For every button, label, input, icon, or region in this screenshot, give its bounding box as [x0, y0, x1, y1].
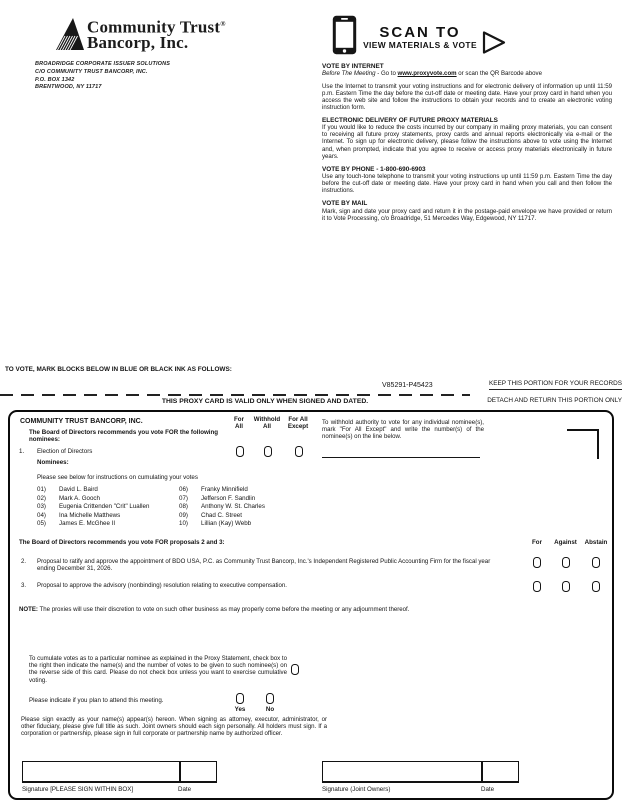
mark-instruction: TO VOTE, MARK BLOCKS BELOW IN BLUE OR BLACK INK AS FOLLOWS:: [5, 366, 232, 373]
vote-mail-heading: VOTE BY MAIL: [322, 200, 368, 208]
company-logo-text: [87, 17, 226, 50]
nominee-num: 02): [37, 494, 46, 502]
checkbox-withhold-all[interactable]: [264, 446, 272, 457]
nominee-name: Franky Minnifield: [201, 486, 248, 493]
withhold-instruction: To withhold authority to vote for any individual nominee(s), mark "For All Except" and write the number(s) of the nominee(s) on the line below.: [322, 419, 484, 441]
recommend-nominees-text: The Board of Directors recommends you vote FOR the following nominees:: [29, 429, 219, 444]
corner-registration-mark: [567, 429, 599, 459]
withhold-writein-line[interactable]: [322, 456, 480, 458]
no-label: No: [265, 706, 275, 713]
signature-box-primary[interactable]: [22, 761, 217, 783]
attend-question: Please indicate if you plan to attend this meeting.: [29, 697, 164, 704]
sender-line: BRENTWOOD, NY 11717: [35, 84, 102, 91]
scan-to-banner: [362, 25, 478, 50]
nominee-name: James E. McGhee II: [59, 520, 116, 527]
logo-line2: Bancorp, Inc.: [87, 32, 189, 52]
voting-instructions: [322, 63, 612, 222]
sender-address: [35, 61, 170, 92]
proposal1-number: 1.: [19, 448, 25, 455]
sender-line: C/O COMMUNITY TRUST BANCORP, INC.: [35, 68, 148, 75]
col-label: All: [263, 422, 271, 430]
scan-to-title: SCAN TO: [379, 24, 461, 41]
proposal2-number: 2.: [21, 558, 27, 565]
control-number: V85291-P45423: [382, 382, 433, 389]
nominee-num: 01): [37, 486, 46, 493]
electronic-delivery-body: If you would like to reduce the costs incurred by our company in mailing proxy materials, you can consent to receiving all future proxy statements, proxy cards and annual reports electronically via e-mail or the Internet. To sign up for electronic delivery, please follow the instructions above to vote using the Internet and, when prompted, indicate that you agree to receive or access proxy materials electronically in future years.: [322, 124, 612, 160]
vote-mail-body: Mark, sign and date your proxy card and return it in the postage-paid envelope we have provided or return it to Vote Processing, c/o Broadridge, 51 Mercedes Way, Edgewood, NY 11717.: [322, 207, 612, 222]
vote-phone-heading: VOTE BY PHONE - 1-800-690-6903: [322, 165, 426, 173]
nominees-label: Nominees:: [37, 459, 69, 466]
signature-primary-label: Signature [PLEASE SIGN WITHIN BOX]: [22, 786, 134, 793]
scan-to-subtitle: VIEW MATERIALS & VOTE: [363, 40, 477, 50]
proposal3-number: 3.: [21, 582, 27, 589]
sender-line: P.O. BOX 1342: [35, 76, 75, 83]
valid-note: THIS PROXY CARD IS VALID ONLY WHEN SIGNED AND DATED.: [161, 398, 369, 405]
date-label: Date: [481, 786, 495, 793]
sender-line: BROADRIDGE CORPORATE ISSUER SOLUTIONS: [35, 61, 171, 67]
company-logo-icon: [56, 18, 84, 50]
checkbox-cumulate[interactable]: [291, 664, 299, 675]
nominee-num: 04): [37, 511, 46, 519]
registered-mark: ®: [220, 20, 226, 28]
note-body: The proxies will use their discretion to vote on such other business as may properly come before the meeting or any adjournment thereof.: [37, 606, 410, 613]
checkbox-for-all[interactable]: [236, 446, 244, 457]
col-label: Withhold: [253, 416, 281, 423]
vote-internet-body: Use the Internet to transmit your voting instructions and for electronic delivery of information up until 11:59 p.m. Eastern Time the day before the cut-off date or meeting date. Have your proxy card in hand when you access the web site and follow the instructions to obtain your records and to create an electronic voting instruction form.: [322, 82, 612, 111]
vote-internet-lead: [322, 70, 612, 77]
col-label: All: [235, 422, 243, 430]
signature-joint-label: Signature (Joint Owners): [322, 786, 391, 793]
keep-portion-note: KEEP THIS PORTION FOR YOUR RECORDS: [489, 380, 622, 390]
nominee-num: 07): [179, 494, 188, 502]
signature-date-divider: [481, 762, 483, 781]
checkbox-p3-against[interactable]: [562, 581, 570, 592]
nominee-num: 08): [179, 503, 188, 510]
logo-line1: Community Trust: [87, 17, 221, 37]
col-abstain: Abstain: [584, 539, 608, 546]
checkbox-attend-no[interactable]: [266, 693, 274, 704]
before-meeting-label: Before The Meeting: [322, 70, 376, 78]
go-to-text: - Go to: [375, 70, 398, 78]
sign-instruction: Please sign exactly as your name(s) appear(s) hereon. When signing as attorney, executor, administrator, or other fiduciary, please give full title as such. Joint owners should each sign personally. All holders must sign. If a corporation or partnership, please sign in full corporate or partnership name by authorized officer.: [21, 716, 327, 738]
nominee-name: Anthony W. St. Charles: [201, 503, 265, 510]
nominee-num: 06): [179, 486, 188, 493]
signature-date-divider: [179, 762, 181, 781]
checkbox-p3-abstain[interactable]: [592, 581, 600, 592]
col-for-all-except: [280, 417, 316, 431]
cumulate-instruction: To cumulate votes as to a particular nominee as explained in the Proxy Statement, check box to the right then indicate the name(s) and the number of votes to be given to such nominee(s) on the reverse side of this card. Please do not check box unless you want to exercise cumulative voting.: [29, 655, 287, 684]
signature-box-joint[interactable]: [322, 761, 519, 783]
detach-portion-note: DETACH AND RETURN THIS PORTION ONLY: [487, 397, 622, 404]
nominee-name: Chad C. Street: [201, 511, 242, 519]
proposal3-text: Proposal to approve the advisory (nonbinding) resolution relating to executive compensation.: [37, 582, 287, 589]
col-label: For: [234, 416, 244, 423]
electronic-delivery-heading: ELECTRONIC DELIVERY OF FUTURE PROXY MATERIALS: [322, 116, 498, 124]
col-label: Except: [287, 422, 309, 430]
col-for: For: [532, 539, 542, 546]
proposal1-label: Election of Directors: [37, 448, 93, 455]
col-label: For All: [288, 416, 308, 423]
vote-internet-heading: VOTE BY INTERNET: [322, 63, 384, 70]
nominee-num: 09): [179, 511, 188, 519]
proxy-ballot-card: [8, 410, 614, 800]
yes-label: Yes: [234, 706, 246, 713]
checkbox-p3-for[interactable]: [533, 581, 541, 592]
nominee-name: Lillian (Kay) Webb: [201, 520, 252, 527]
card-company-title: COMMUNITY TRUST BANCORP, INC.: [20, 418, 143, 425]
nominee-name: Ina Michelle Matthews: [59, 511, 121, 519]
date-label: Date: [178, 786, 192, 793]
checkbox-p2-against[interactable]: [562, 557, 570, 568]
col-against: Against: [554, 539, 577, 546]
note-label: NOTE:: [19, 606, 38, 613]
nominee-name: Mark A. Gooch: [59, 494, 100, 502]
checkbox-p2-for[interactable]: [533, 557, 541, 568]
note-text: [19, 606, 549, 613]
perforation-line: [0, 394, 470, 396]
recommend-proposals-text: The Board of Directors recommends you vote FOR proposals 2 and 3:: [19, 539, 225, 546]
vote-phone-body: Use any touch-tone telephone to transmit your voting instructions up until 11:59 p.m. Eastern Time the day before the cut-off date or meeting date. Have your proxy card in hand when you call and then follow the instructions.: [322, 173, 612, 195]
after-link-text: or scan the QR Barcode above: [456, 70, 542, 78]
proxyvote-link[interactable]: www.proxyvote.com: [397, 70, 457, 78]
checkbox-for-all-except[interactable]: [295, 446, 303, 457]
nominee-name: David L. Baird: [59, 486, 98, 493]
checkbox-p2-abstain[interactable]: [592, 557, 600, 568]
nominees-list: [37, 486, 437, 529]
nominee-num: 03): [37, 503, 46, 510]
checkbox-attend-yes[interactable]: [236, 693, 244, 704]
proposal2-text: Proposal to ratify and approve the appointment of BDO USA, P.C. as Community Trust Bancorp, Inc.'s Independent Registered Public Accounting Firm for the fiscal year ending December 31, 2026.: [37, 558, 491, 573]
nominee-num: 10): [179, 520, 188, 527]
smartphone-icon: [332, 15, 357, 55]
cumulate-hint: Please see below for instructions on cumulating your votes: [37, 474, 198, 481]
right-arrow-icon: [482, 30, 506, 55]
nominee-num: 05): [37, 520, 46, 527]
nominee-name: Eugenia Crittenden "Crit" Luallen: [59, 503, 150, 510]
nominee-name: Jefferson F. Sandlin: [201, 494, 256, 502]
